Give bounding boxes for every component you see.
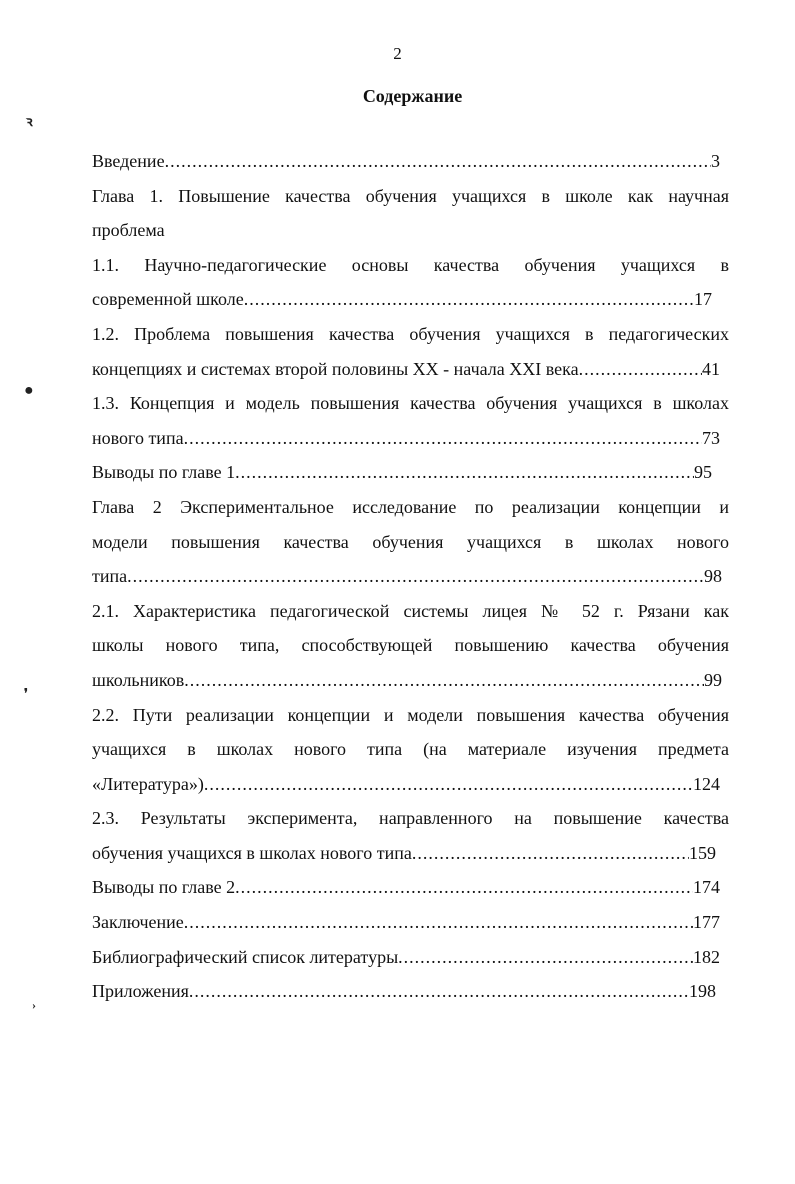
table-of-contents — [92, 144, 729, 1009]
toc-entry-section-2-2-cont-2: «Литература») ..... 124 — [92, 767, 720, 802]
toc-entry-chapter-2-cont: модели повышения качества обучения учащихся в школах нового — [92, 531, 729, 552]
toc-entry-section-2-1-cont-2: школьников ..... 99 — [92, 663, 722, 698]
leader-dots — [412, 836, 689, 871]
leader-dots — [579, 352, 702, 387]
page-title: Содержание — [362, 86, 463, 106]
leader-dots — [204, 767, 693, 802]
toc-entry-section-1-2-cont: концепциях и системах второй половины XX - начала XXI века ..... 41 — [92, 352, 720, 387]
toc-entry-section-2-1[interactable]: 2.1. Характеристика педагогической системы лицея № 52 г. Рязани как — [92, 600, 729, 621]
leader-dots — [165, 144, 711, 179]
toc-entry-chapter-1-cont: проблема — [92, 220, 165, 241]
leader-dots — [235, 870, 693, 905]
toc-entry-conclusions-1[interactable]: Выводы по главе 1 ..... 95 — [92, 455, 712, 490]
toc-entry-chapter-1[interactable]: Глава 1. Повышение качества обучения учащихся в школе как научная — [92, 185, 729, 206]
toc-entry-appendices[interactable]: Приложения ..... 198 — [92, 974, 716, 1009]
toc-entry-intro[interactable]: Введение ..... 3 — [92, 144, 720, 179]
toc-entry-section-1-3-cont: нового типа ..... 73 — [92, 421, 720, 456]
leader-dots — [184, 421, 702, 456]
toc-entry-section-1-2[interactable]: 1.2. Проблема повышения качества обучения учащихся в педагогических — [92, 323, 729, 344]
page-number: 2 — [393, 44, 402, 63]
leader-dots — [189, 974, 689, 1009]
toc-entry-section-2-2-cont: учащихся в школах нового типа (на материале изучения предмета — [92, 739, 729, 760]
scan-dot: ● — [24, 382, 34, 399]
toc-entry-section-2-3[interactable]: 2.3. Результаты эксперимента, направленного на повышение качества — [92, 808, 729, 829]
toc-entry-section-1-3[interactable]: 1.3. Концепция и модель повышения качества обучения учащихся в школах — [92, 393, 729, 414]
leader-dots — [235, 455, 694, 490]
scan-dot: › — [32, 998, 36, 1012]
scan-mark: ꝛ — [26, 115, 33, 130]
leader-dots — [184, 663, 704, 698]
toc-entry-chapter-2[interactable]: Глава 2 Экспериментальное исследование по реализации концепции и — [92, 496, 729, 517]
leader-dots — [184, 905, 693, 940]
leader-dots — [127, 559, 704, 594]
toc-entry-section-1-1-cont: современной школе ..... 17 — [92, 282, 712, 317]
toc-entry-chapter-2-cont-2: типа ..... 98 — [92, 559, 722, 594]
toc-entry-section-1-1[interactable]: 1.1. Научно-педагогические основы качества обучения учащихся в — [92, 254, 729, 275]
scan-dot: ❜ — [24, 686, 28, 700]
toc-entry-conclusions-2[interactable]: Выводы по главе 2 ..... 174 — [92, 870, 720, 905]
leader-dots — [244, 282, 694, 317]
toc-entry-section-2-1-cont: школы нового типа, способствующей повышению качества обучения — [92, 635, 729, 656]
toc-entry-section-2-3-cont: обучения учащихся в школах нового типа ..... 159 — [92, 836, 716, 871]
toc-entry-section-2-2[interactable]: 2.2. Пути реализации концепции и модели повышения качества обучения — [92, 704, 729, 725]
leader-dots — [398, 940, 693, 975]
toc-entry-bibliography[interactable]: Библиографический список литературы ..... 182 — [92, 940, 720, 975]
toc-entry-conclusion[interactable]: Заключение ..... 177 — [92, 905, 720, 940]
